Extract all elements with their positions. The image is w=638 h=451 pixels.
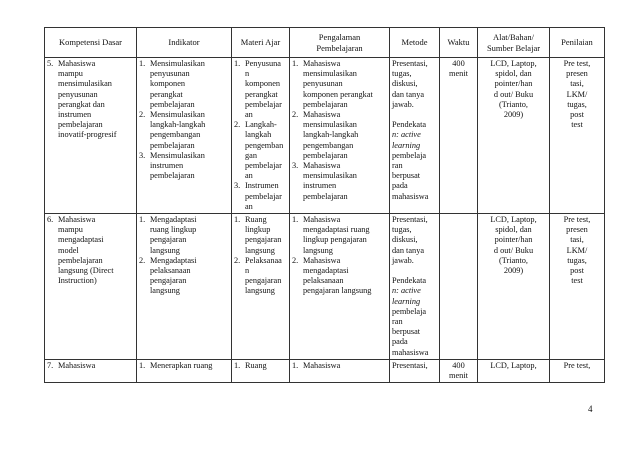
metode-text: ran bbox=[392, 161, 403, 171]
metode-text: jawab. bbox=[392, 255, 414, 265]
header-pengalaman bbox=[290, 28, 390, 58]
penilaian-text: presen bbox=[566, 225, 588, 235]
cell-kompetensi bbox=[45, 359, 137, 382]
materi-text: pengemban bbox=[245, 140, 284, 150]
penilaian-text: presen bbox=[566, 69, 588, 79]
penilaian-text: LKM/ bbox=[566, 89, 588, 99]
kompetensi-text: model bbox=[58, 245, 79, 255]
penilaian-text: tasi, bbox=[570, 79, 584, 89]
item-number: 3. bbox=[292, 161, 299, 171]
alat-text: d out/ Buku bbox=[493, 245, 534, 255]
metode-text: tugas, bbox=[392, 225, 412, 235]
indikator-text: pembelajaran bbox=[150, 140, 195, 150]
penilaian-text: tasi, bbox=[570, 235, 584, 245]
alat-text: (Trianto, bbox=[499, 255, 528, 265]
pengalaman-item bbox=[292, 256, 387, 297]
pengalaman-text: pembelajaran bbox=[303, 150, 348, 160]
kompetensi-text: pembelajaran bbox=[58, 255, 103, 265]
kompetensi-text: mengadaptasi bbox=[58, 235, 104, 245]
header-penilaian bbox=[550, 28, 605, 58]
indikator-text: pengembangan bbox=[150, 130, 201, 140]
metode-text: mahasiswa bbox=[392, 191, 429, 201]
item-number: 2. bbox=[292, 255, 299, 265]
indikator-text: Mensimulasikan bbox=[150, 150, 205, 160]
header-waktu bbox=[440, 28, 478, 58]
penilaian-text: Pre test, bbox=[563, 215, 591, 225]
materi-text: Instrumen bbox=[245, 181, 279, 191]
indikator-text: penyusunan bbox=[150, 69, 190, 79]
item-number: 1. bbox=[139, 215, 146, 225]
materi-list bbox=[234, 215, 287, 297]
cell-alat bbox=[478, 359, 550, 382]
item-number: 2. bbox=[234, 255, 241, 265]
materi-text: pengajaran bbox=[245, 276, 282, 286]
indikator-text: ruang lingkup bbox=[150, 225, 197, 235]
row-number: 7. bbox=[47, 360, 54, 370]
indikator-item bbox=[139, 151, 229, 182]
waktu-text: 400 menit bbox=[449, 360, 468, 381]
penilaian-text: test bbox=[571, 276, 583, 286]
row-number: 5. bbox=[47, 59, 54, 68]
materi-text: lingkup bbox=[245, 225, 271, 235]
indikator-list bbox=[139, 215, 229, 297]
kompetensi-text: inovatif-progresif bbox=[58, 130, 117, 140]
alat-text: d out/ Buku bbox=[493, 89, 534, 99]
page-number: 4 bbox=[588, 404, 593, 414]
alat-text: 2009) bbox=[503, 266, 524, 276]
pengalaman-text: Mahasiswa bbox=[303, 360, 341, 370]
pengalaman-text: pengembangan bbox=[303, 140, 354, 150]
cell-materi bbox=[232, 359, 290, 382]
header-waktu-label: Waktu bbox=[447, 37, 470, 47]
item-number: 3. bbox=[139, 150, 146, 160]
kompetensi-text: mampu bbox=[58, 69, 83, 79]
cell-indikator bbox=[137, 214, 232, 360]
item-number: 1. bbox=[234, 215, 241, 225]
pengalaman-text: mengadaptasi bbox=[303, 266, 349, 276]
kompetensi-text: mensimulasikan bbox=[58, 79, 112, 89]
item-number: 2. bbox=[139, 110, 146, 120]
materi-list bbox=[234, 59, 287, 212]
pengalaman-text: mensimulasikan bbox=[303, 120, 357, 130]
penilaian-text: LKM/ bbox=[566, 245, 588, 255]
indikator-text: pengajaran bbox=[150, 235, 187, 245]
pengalaman-text: mengadaptasi ruang bbox=[303, 225, 370, 235]
waktu-text: 400 menit bbox=[449, 59, 468, 79]
item-number: 2. bbox=[292, 110, 299, 120]
cell-kompetensi bbox=[45, 214, 137, 360]
materi-text: pembelajar bbox=[245, 161, 282, 171]
penilaian-text: Pre test, bbox=[563, 360, 591, 370]
penilaian-text: tugas, bbox=[567, 255, 587, 265]
kompetensi-text: Mahasiswa bbox=[58, 215, 96, 225]
pengalaman-text: instrumen bbox=[303, 181, 337, 191]
kompetensi-text: instrumen bbox=[58, 110, 92, 120]
cell-indikator bbox=[137, 359, 232, 382]
metode-text: dan tanya bbox=[392, 245, 425, 255]
materi-text: langsung bbox=[245, 286, 275, 296]
materi-text: Ruang bbox=[245, 360, 267, 370]
alat-text: pointer/han bbox=[494, 235, 533, 245]
materi-text: Penyusuna bbox=[245, 59, 281, 68]
table-row bbox=[45, 359, 605, 382]
metode-text: diskusi, bbox=[392, 235, 418, 245]
header-indikator bbox=[137, 28, 232, 58]
metode-text: Presentasi, bbox=[392, 215, 428, 225]
indikator-text: pembelajaran bbox=[150, 99, 195, 109]
header-alat bbox=[478, 28, 550, 58]
metode-text: learning bbox=[392, 296, 421, 306]
pengalaman-text: Mahasiswa bbox=[303, 59, 341, 68]
header-kompetensi-label: Kompetensi Dasar bbox=[58, 37, 123, 47]
item-number: 2. bbox=[139, 255, 146, 265]
metode-text: Pendekata bbox=[392, 120, 427, 130]
kompetensi-text: langsung (Direct bbox=[58, 266, 114, 276]
pengalaman-list bbox=[292, 361, 387, 371]
materi-item bbox=[234, 120, 287, 181]
cell-pengalaman bbox=[290, 359, 390, 382]
header-penilaian-label: Penilaian bbox=[561, 37, 593, 47]
indikator-text: Menerapkan ruang bbox=[150, 360, 213, 370]
materi-text: Langkah- bbox=[245, 120, 277, 130]
indikator-list bbox=[139, 59, 229, 181]
header-pengalaman-line1: Pengalaman bbox=[318, 31, 361, 42]
cell-materi bbox=[232, 58, 290, 214]
cell-metode bbox=[390, 214, 440, 360]
indikator-text: pengajaran bbox=[150, 276, 187, 286]
metode-text: diskusi, bbox=[392, 79, 418, 89]
indikator-item bbox=[139, 256, 229, 297]
metode-text: n: active bbox=[392, 286, 421, 296]
pengalaman-item bbox=[292, 215, 387, 256]
indikator-item bbox=[139, 215, 229, 256]
materi-text: perangkat bbox=[245, 89, 278, 99]
metode-text: berpusat bbox=[392, 171, 421, 181]
cell-penilaian bbox=[550, 359, 605, 382]
pengalaman-text: pengajaran langsung bbox=[303, 286, 372, 296]
item-number: 3. bbox=[234, 181, 241, 191]
header-alat-line1: Alat/Bahan/ bbox=[492, 31, 535, 42]
header-pengalaman-line2: Pembelajaran bbox=[316, 42, 363, 53]
header-materi-label: Materi Ajar bbox=[240, 37, 281, 47]
pengalaman-list bbox=[292, 215, 387, 297]
metode-text: jawab. bbox=[392, 99, 414, 109]
table-row bbox=[45, 58, 605, 214]
cell-pengalaman bbox=[290, 214, 390, 360]
header-materi bbox=[232, 28, 290, 58]
materi-text: n bbox=[245, 266, 250, 276]
cell-kompetensi bbox=[45, 58, 137, 214]
materi-text: an bbox=[245, 201, 253, 211]
item-number: 1. bbox=[292, 360, 299, 370]
penilaian-text: post bbox=[570, 110, 584, 120]
materi-text: pembelajar bbox=[245, 99, 282, 109]
cell-penilaian bbox=[550, 214, 605, 360]
row-number: 6. bbox=[47, 215, 54, 225]
indikator-text: Mensimulasikan bbox=[150, 110, 205, 120]
metode-text: Presentasi, bbox=[392, 360, 428, 370]
pengalaman-text: pelaksanaan bbox=[303, 276, 344, 286]
materi-text: pengajaran bbox=[245, 235, 282, 245]
alat-text: (Trianto, bbox=[499, 99, 528, 109]
metode-text: pembelaja bbox=[392, 306, 427, 316]
materi-item bbox=[234, 256, 287, 297]
pengalaman-text: Mahasiswa bbox=[303, 215, 341, 225]
item-number: 1. bbox=[292, 215, 299, 225]
indikator-text: pelaksanaan bbox=[150, 266, 191, 276]
item-number: 1. bbox=[139, 59, 146, 68]
indikator-list bbox=[139, 361, 229, 371]
kompetensi-text: penyusunan bbox=[58, 89, 98, 99]
metode-text: n: active bbox=[392, 130, 421, 140]
pengalaman-text: Mahasiswa bbox=[303, 255, 341, 265]
pengalaman-text: langsung bbox=[303, 245, 333, 255]
kompetensi-text: Mahasiswa bbox=[58, 59, 96, 68]
materi-text: komponen bbox=[245, 79, 281, 89]
cell-alat bbox=[478, 214, 550, 360]
indikator-item bbox=[139, 59, 229, 110]
alat-text: spidol, dan bbox=[495, 225, 532, 235]
header-metode bbox=[390, 28, 440, 58]
materi-text: Pelaksanaa bbox=[245, 255, 282, 265]
metode-text: ran bbox=[392, 317, 403, 327]
pengalaman-list bbox=[292, 59, 387, 202]
item-number: 1. bbox=[234, 360, 241, 370]
pengalaman-text: pembelajaran bbox=[303, 191, 348, 201]
cell-alat bbox=[478, 58, 550, 214]
kompetensi-text: perangkat dan bbox=[58, 99, 105, 109]
indikator-text: langkah-langkah bbox=[150, 120, 206, 130]
table-row bbox=[45, 214, 605, 360]
indikator-text: perangkat bbox=[150, 89, 183, 99]
materi-text: langkah bbox=[245, 130, 272, 140]
cell-waktu bbox=[440, 58, 478, 214]
pengalaman-item bbox=[292, 59, 387, 110]
metode-text: learning bbox=[392, 140, 421, 150]
table-body bbox=[45, 58, 605, 383]
cell-materi bbox=[232, 214, 290, 360]
metode-text: Presentasi, bbox=[392, 59, 428, 68]
indikator-text: Mensimulasikan bbox=[150, 59, 205, 68]
alat-text: LCD, Laptop, bbox=[490, 360, 537, 370]
alat-text: LCD, Laptop, bbox=[490, 215, 537, 225]
materi-text: pembelajar bbox=[245, 191, 282, 201]
pengalaman-text: langkah-langkah bbox=[303, 130, 359, 140]
materi-item bbox=[234, 59, 287, 120]
indikator-text: pembelajaran bbox=[150, 171, 195, 181]
indikator-text: Mengadaptasi bbox=[150, 215, 197, 225]
pengalaman-text: penyusunan bbox=[303, 79, 343, 89]
indikator-item bbox=[139, 110, 229, 151]
penilaian-text: test bbox=[571, 120, 583, 130]
pengalaman-text: mensimulasikan bbox=[303, 171, 357, 181]
indikator-text: komponen bbox=[150, 79, 186, 89]
pengalaman-item bbox=[292, 110, 387, 161]
indikator-item bbox=[139, 361, 229, 371]
metode-text: pada bbox=[392, 181, 408, 191]
materi-item bbox=[234, 181, 287, 212]
header-row bbox=[45, 28, 605, 58]
metode-text: dan tanya bbox=[392, 89, 425, 99]
kompetensi-text: mampu bbox=[58, 225, 83, 235]
alat-text: spidol, dan bbox=[495, 69, 532, 79]
header-kompetensi bbox=[45, 28, 137, 58]
item-number: 2. bbox=[234, 120, 241, 130]
penilaian-text: tugas, bbox=[567, 99, 587, 109]
metode-text: pada bbox=[392, 337, 408, 347]
materi-item bbox=[234, 215, 287, 256]
cell-metode bbox=[390, 58, 440, 214]
materi-text: an bbox=[245, 110, 253, 120]
metode-text: Pendekata bbox=[392, 276, 427, 286]
materi-text: an bbox=[245, 171, 253, 181]
metode-text: berpusat bbox=[392, 327, 421, 337]
item-number: 1. bbox=[139, 360, 146, 370]
materi-text: n bbox=[245, 69, 250, 79]
cell-indikator bbox=[137, 58, 232, 214]
materi-text: langsung bbox=[245, 245, 275, 255]
pengalaman-text: Mahasiswa bbox=[303, 161, 341, 171]
cell-waktu bbox=[440, 214, 478, 360]
kompetensi-text: Instruction) bbox=[58, 276, 97, 286]
cell-pengalaman bbox=[290, 58, 390, 214]
alat-text: LCD, Laptop, bbox=[490, 59, 537, 68]
item-number: 1. bbox=[292, 59, 299, 68]
cell-penilaian bbox=[550, 58, 605, 214]
pengalaman-item bbox=[292, 361, 387, 371]
penilaian-text: post bbox=[570, 266, 584, 276]
metode-text: mahasiswa bbox=[392, 347, 429, 357]
alat-text: 2009) bbox=[503, 110, 524, 120]
kompetensi-text: pembelajaran bbox=[58, 120, 103, 130]
pengalaman-text: Mahasiswa bbox=[303, 110, 341, 120]
pengalaman-text: komponen perangkat bbox=[303, 89, 373, 99]
cell-metode bbox=[390, 359, 440, 382]
materi-text: gan bbox=[245, 150, 257, 160]
header-metode-label: Metode bbox=[401, 37, 428, 47]
indikator-text: Mengadaptasi bbox=[150, 255, 197, 265]
indikator-text: langsung bbox=[150, 286, 180, 296]
item-number: 1. bbox=[234, 59, 241, 68]
header-alat-line2: Sumber Belajar bbox=[486, 42, 541, 53]
pengalaman-text: lingkup pengajaran bbox=[303, 235, 367, 245]
header-indikator-label: Indikator bbox=[168, 37, 200, 47]
kompetensi-text: Mahasiswa bbox=[58, 360, 96, 370]
penilaian-text: Pre test, bbox=[563, 59, 591, 68]
materi-list bbox=[234, 361, 287, 371]
alat-text: pointer/han bbox=[494, 79, 533, 89]
pengalaman-text: mensimulasikan bbox=[303, 69, 357, 79]
cell-waktu bbox=[440, 359, 478, 382]
indikator-text: langsung bbox=[150, 245, 180, 255]
indikator-text: instrumen bbox=[150, 161, 184, 171]
pengalaman-item bbox=[292, 161, 387, 202]
metode-text: tugas, bbox=[392, 69, 412, 79]
syllabus-table bbox=[44, 27, 605, 383]
materi-text: Ruang bbox=[245, 215, 267, 225]
materi-item bbox=[234, 361, 287, 371]
pengalaman-text: pembelajaran bbox=[303, 99, 348, 109]
metode-text: pembelaja bbox=[392, 150, 427, 160]
